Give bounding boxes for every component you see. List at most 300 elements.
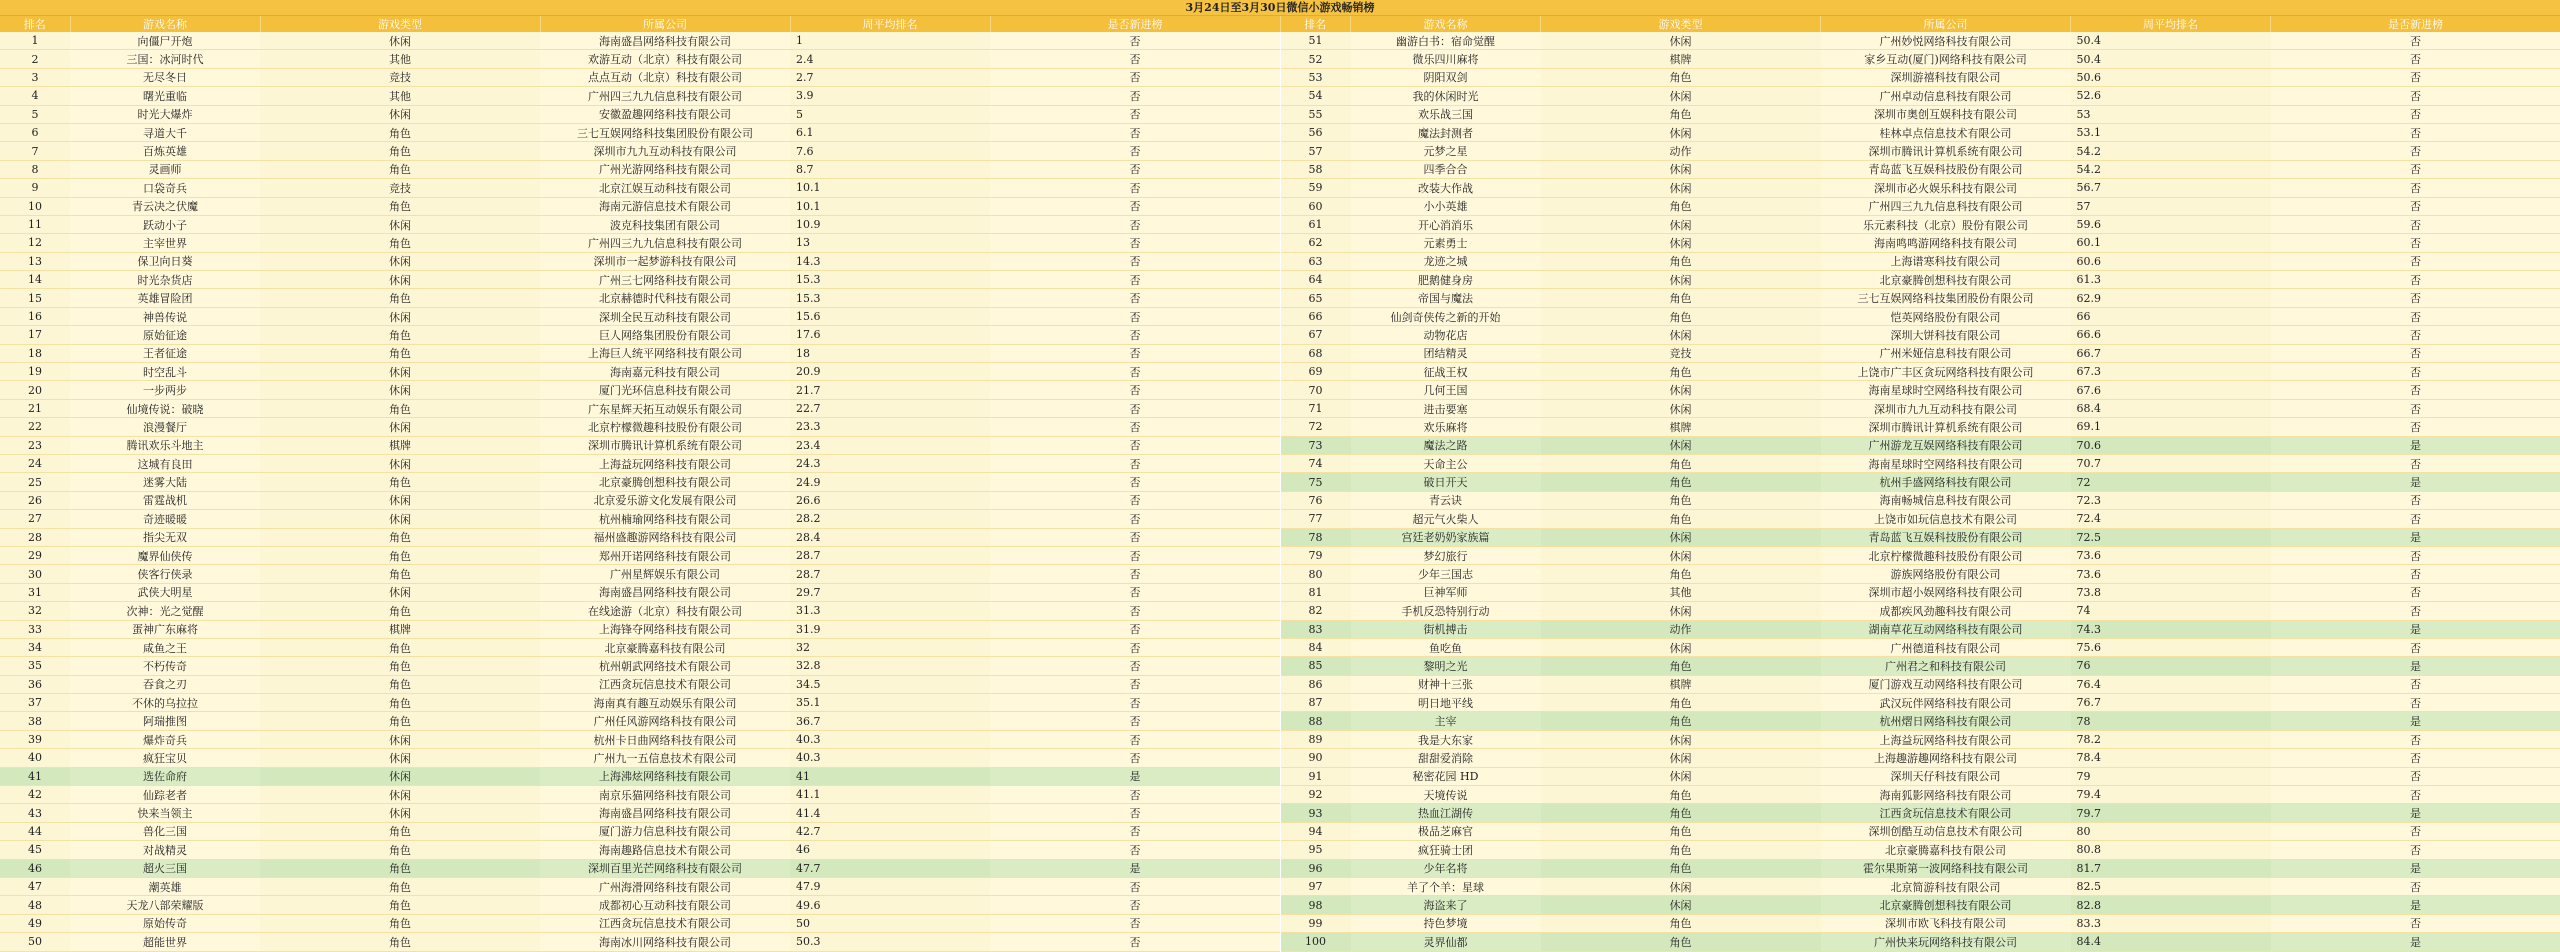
avg-rank-cell: 73.6	[2071, 546, 2271, 564]
game-type-cell: 角色	[1541, 859, 1821, 877]
game-name-cell: 帝国与魔法	[1351, 289, 1541, 307]
avg-rank-cell: 2.4	[790, 50, 990, 68]
new-entry-cell: 否	[990, 510, 1280, 528]
table-row	[0, 418, 1280, 436]
rank-cell: 36	[0, 675, 70, 693]
new-entry-cell: 否	[2271, 877, 2560, 895]
game-name-cell: 魔法之路	[1351, 436, 1541, 454]
game-type-cell: 休闲	[1541, 87, 1821, 105]
table-row	[1281, 87, 2560, 105]
game-name-cell: 热血江湖传	[1351, 804, 1541, 822]
company-cell: 广州快来玩网络科技有限公司	[1821, 933, 2071, 951]
game-type-cell: 角色	[260, 933, 540, 951]
table-row	[1281, 179, 2560, 197]
game-type-cell: 休闲	[1541, 767, 1821, 785]
game-name-cell: 指尖无双	[70, 528, 260, 546]
game-name-cell: 主宰世界	[70, 234, 260, 252]
company-cell: 海南星球时空网络科技有限公司	[1821, 381, 2071, 399]
avg-rank-cell: 7.6	[790, 142, 990, 160]
rank-cell: 31	[0, 583, 70, 601]
company-cell: 波克科技集团有限公司	[540, 215, 790, 233]
game-name-cell: 灵画师	[70, 160, 260, 178]
company-cell: 青岛蓝飞互娱科技股份有限公司	[1821, 528, 2071, 546]
game-name-cell: 天命主公	[1351, 454, 1541, 472]
game-name-cell: 向僵尸开炮	[70, 32, 260, 50]
table-row	[1281, 675, 2560, 693]
avg-rank-cell: 28.4	[790, 528, 990, 546]
game-type-cell: 角色	[1541, 105, 1821, 123]
table-row	[1281, 877, 2560, 895]
new-entry-cell: 否	[990, 546, 1280, 564]
game-type-cell: 竞技	[1541, 344, 1821, 362]
game-type-cell: 角色	[1541, 694, 1821, 712]
avg-rank-cell: 53.1	[2071, 123, 2271, 141]
avg-rank-cell: 72.3	[2071, 491, 2271, 509]
rank-cell: 50	[0, 933, 70, 951]
game-name-cell: 天境传说	[1351, 786, 1541, 804]
table-row	[0, 602, 1280, 620]
table-row	[0, 215, 1280, 233]
company-cell: 深圳大饼科技有限公司	[1821, 326, 2071, 344]
new-entry-cell: 否	[990, 234, 1280, 252]
table-row	[0, 68, 1280, 86]
game-type-cell: 角色	[260, 896, 540, 914]
company-cell: 广州光游网络科技有限公司	[540, 160, 790, 178]
column-header-new-entry: 是否新进榜	[2271, 16, 2560, 32]
game-type-cell: 角色	[260, 326, 540, 344]
new-entry-cell: 否	[990, 602, 1280, 620]
new-entry-cell: 否	[2271, 381, 2560, 399]
table-row	[0, 491, 1280, 509]
new-entry-cell: 否	[2271, 822, 2560, 840]
company-cell: 海南冰川网络科技有限公司	[540, 933, 790, 951]
game-type-cell: 休闲	[1541, 602, 1821, 620]
table-row	[1281, 271, 2560, 289]
new-entry-cell: 否	[2271, 767, 2560, 785]
new-entry-cell: 否	[990, 528, 1280, 546]
game-type-cell: 休闲	[260, 454, 540, 472]
game-type-cell: 角色	[1541, 491, 1821, 509]
rank-cell: 34	[0, 638, 70, 656]
game-type-cell: 休闲	[260, 363, 540, 381]
company-cell: 厦门光环信息科技有限公司	[540, 381, 790, 399]
avg-rank-cell: 15.6	[790, 307, 990, 325]
game-type-cell: 角色	[260, 565, 540, 583]
table-row	[0, 234, 1280, 252]
company-cell: 湖南草花互动网络科技有限公司	[1821, 620, 2071, 638]
game-type-cell: 角色	[260, 123, 540, 141]
avg-rank-cell: 74.3	[2071, 620, 2271, 638]
game-name-cell: 不休的乌拉拉	[70, 694, 260, 712]
game-name-cell: 仙踪老者	[70, 786, 260, 804]
rank-cell: 56	[1281, 123, 1351, 141]
table-row	[1281, 160, 2560, 178]
table-row	[0, 565, 1280, 583]
new-entry-cell: 否	[990, 638, 1280, 656]
avg-rank-cell: 50.6	[2071, 68, 2271, 86]
new-entry-cell: 是	[2271, 657, 2560, 675]
table-row	[0, 32, 1280, 50]
avg-rank-cell: 83.3	[2071, 914, 2271, 932]
game-name-cell: 浪漫餐厅	[70, 418, 260, 436]
new-entry-cell: 否	[990, 399, 1280, 417]
game-name-cell: 微乐四川麻将	[1351, 50, 1541, 68]
new-entry-cell: 否	[990, 252, 1280, 270]
game-name-cell: 团结精灵	[1351, 344, 1541, 362]
new-entry-cell: 否	[2271, 142, 2560, 160]
rank-cell: 49	[0, 914, 70, 932]
company-cell: 深圳市奥创互娱科技有限公司	[1821, 105, 2071, 123]
company-cell: 上海益玩网络科技有限公司	[1821, 730, 2071, 748]
table-row	[1281, 436, 2560, 454]
new-entry-cell: 否	[2271, 87, 2560, 105]
game-name-cell: 原始传奇	[70, 914, 260, 932]
game-type-cell: 角色	[260, 638, 540, 656]
company-cell: 武汉玩伴网络科技有限公司	[1821, 694, 2071, 712]
game-name-cell: 天龙八部荣耀版	[70, 896, 260, 914]
avg-rank-cell: 67.6	[2071, 381, 2271, 399]
company-cell: 恺英网络股份有限公司	[1821, 307, 2071, 325]
game-type-cell: 角色	[260, 694, 540, 712]
new-entry-cell: 否	[2271, 326, 2560, 344]
avg-rank-cell: 79	[2071, 767, 2271, 785]
rank-cell: 60	[1281, 197, 1351, 215]
table-row	[1281, 105, 2560, 123]
avg-rank-cell: 31.3	[790, 602, 990, 620]
company-cell: 海南盛昌网络科技有限公司	[540, 804, 790, 822]
game-type-cell: 休闲	[1541, 381, 1821, 399]
game-type-cell: 休闲	[1541, 749, 1821, 767]
game-type-cell: 休闲	[1541, 896, 1821, 914]
avg-rank-cell: 57	[2071, 197, 2271, 215]
new-entry-cell: 否	[2271, 491, 2560, 509]
table-row	[0, 307, 1280, 325]
new-entry-cell: 否	[2271, 252, 2560, 270]
table-row	[1281, 694, 2560, 712]
game-name-cell: 宫廷老奶奶家族篇	[1351, 528, 1541, 546]
game-name-cell: 雷霆战机	[70, 491, 260, 509]
new-entry-cell: 否	[990, 32, 1280, 50]
game-type-cell: 休闲	[260, 307, 540, 325]
rank-cell: 16	[0, 307, 70, 325]
table-row	[1281, 234, 2560, 252]
company-cell: 深圳天仔科技有限公司	[1821, 767, 2071, 785]
new-entry-cell: 否	[990, 436, 1280, 454]
new-entry-cell: 否	[2271, 32, 2560, 50]
game-name-cell: 黎明之光	[1351, 657, 1541, 675]
rank-cell: 27	[0, 510, 70, 528]
game-name-cell: 吞食之刃	[70, 675, 260, 693]
company-cell: 桂林卓点信息技术有限公司	[1821, 123, 2071, 141]
game-name-cell: 动物花店	[1351, 326, 1541, 344]
rank-cell: 45	[0, 841, 70, 859]
company-cell: 海南嘉元科技有限公司	[540, 363, 790, 381]
table-row	[1281, 418, 2560, 436]
company-cell: 海南畅城信息科技有限公司	[1821, 491, 2071, 509]
table-row	[0, 381, 1280, 399]
game-name-cell: 爆炸奇兵	[70, 730, 260, 748]
rank-cell: 38	[0, 712, 70, 730]
game-name-cell: 口袋奇兵	[70, 179, 260, 197]
avg-rank-cell: 78.2	[2071, 730, 2271, 748]
table-row	[1281, 933, 2560, 951]
company-cell: 北京豪腾创想科技有限公司	[540, 473, 790, 491]
company-cell: 深圳市腾讯计算机系统有限公司	[1821, 142, 2071, 160]
rank-cell: 37	[0, 694, 70, 712]
rank-cell: 86	[1281, 675, 1351, 693]
rank-cell: 87	[1281, 694, 1351, 712]
new-entry-cell: 否	[990, 491, 1280, 509]
avg-rank-cell: 66.6	[2071, 326, 2271, 344]
rank-cell: 22	[0, 418, 70, 436]
avg-rank-cell: 69.1	[2071, 418, 2271, 436]
rank-cell: 7	[0, 142, 70, 160]
new-entry-cell: 是	[990, 767, 1280, 785]
company-cell: 北京赫德时代科技有限公司	[540, 289, 790, 307]
game-name-cell: 龙迹之城	[1351, 252, 1541, 270]
game-name-cell: 欢乐麻将	[1351, 418, 1541, 436]
rank-cell: 100	[1281, 933, 1351, 951]
game-name-cell: 少年名将	[1351, 859, 1541, 877]
rank-cell: 74	[1281, 454, 1351, 472]
rank-cell: 47	[0, 877, 70, 895]
avg-rank-cell: 76	[2071, 657, 2271, 675]
avg-rank-cell: 54.2	[2071, 142, 2271, 160]
table-row	[1281, 896, 2560, 914]
game-name-cell: 小小英雄	[1351, 197, 1541, 215]
company-cell: 三七互娱网络科技集团股份有限公司	[1821, 289, 2071, 307]
company-cell: 广州米娅信息科技有限公司	[1821, 344, 2071, 362]
company-cell: 上饶市广丰区贪玩网络科技有限公司	[1821, 363, 2071, 381]
company-cell: 乐元素科技（北京）股份有限公司	[1821, 215, 2071, 233]
game-type-cell: 休闲	[260, 105, 540, 123]
game-name-cell: 神兽传说	[70, 307, 260, 325]
rank-cell: 70	[1281, 381, 1351, 399]
new-entry-cell: 否	[990, 142, 1280, 160]
table-row	[0, 105, 1280, 123]
new-entry-cell: 否	[2271, 841, 2560, 859]
table-row	[1281, 767, 2560, 785]
new-entry-cell: 否	[990, 583, 1280, 601]
table-row	[0, 510, 1280, 528]
avg-rank-cell: 50	[790, 914, 990, 932]
table-row	[1281, 454, 2560, 472]
rank-cell: 12	[0, 234, 70, 252]
avg-rank-cell: 50.4	[2071, 32, 2271, 50]
table-row	[1281, 142, 2560, 160]
rank-cell: 55	[1281, 105, 1351, 123]
new-entry-cell: 是	[2271, 436, 2560, 454]
column-header-company: 所属公司	[540, 16, 790, 32]
new-entry-cell: 否	[2271, 344, 2560, 362]
game-name-cell: 腾讯欢乐斗地主	[70, 436, 260, 454]
avg-rank-cell: 40.3	[790, 730, 990, 748]
avg-rank-cell: 78.4	[2071, 749, 2271, 767]
table-row	[1281, 252, 2560, 270]
new-entry-cell: 否	[990, 50, 1280, 68]
company-cell: 南京乐猫网络科技有限公司	[540, 786, 790, 804]
table-row	[1281, 528, 2560, 546]
rank-cell: 3	[0, 68, 70, 86]
new-entry-cell: 否	[990, 363, 1280, 381]
game-type-cell: 角色	[1541, 363, 1821, 381]
game-type-cell: 角色	[260, 602, 540, 620]
rank-cell: 72	[1281, 418, 1351, 436]
rank-cell: 80	[1281, 565, 1351, 583]
rank-cell: 54	[1281, 87, 1351, 105]
new-entry-cell: 否	[990, 179, 1280, 197]
new-entry-cell: 否	[2271, 418, 2560, 436]
table-row	[1281, 289, 2560, 307]
column-header-new-entry: 是否新进榜	[990, 16, 1280, 32]
new-entry-cell: 是	[2271, 933, 2560, 951]
game-type-cell: 休闲	[1541, 234, 1821, 252]
avg-rank-cell: 21.7	[790, 381, 990, 399]
table-row	[0, 767, 1280, 785]
rank-cell: 85	[1281, 657, 1351, 675]
game-name-cell: 羊了个羊：星球	[1351, 877, 1541, 895]
new-entry-cell: 否	[990, 381, 1280, 399]
new-entry-cell: 否	[2271, 234, 2560, 252]
table-row	[0, 399, 1280, 417]
game-type-cell: 休闲	[1541, 730, 1821, 748]
game-name-cell: 明日地平线	[1351, 694, 1541, 712]
table-row	[0, 160, 1280, 178]
game-type-cell: 休闲	[260, 804, 540, 822]
new-entry-cell: 否	[2271, 694, 2560, 712]
game-type-cell: 角色	[1541, 473, 1821, 491]
avg-rank-cell: 75.6	[2071, 638, 2271, 656]
game-name-cell: 元素勇士	[1351, 234, 1541, 252]
game-name-cell: 进击要塞	[1351, 399, 1541, 417]
rank-cell: 48	[0, 896, 70, 914]
new-entry-cell: 否	[990, 215, 1280, 233]
avg-rank-cell: 23.3	[790, 418, 990, 436]
game-type-cell: 角色	[260, 877, 540, 895]
game-name-cell: 街机搏击	[1351, 620, 1541, 638]
rank-cell: 64	[1281, 271, 1351, 289]
game-name-cell: 改装大作战	[1351, 179, 1541, 197]
new-entry-cell: 否	[990, 160, 1280, 178]
game-name-cell: 肥鹅健身房	[1351, 271, 1541, 289]
company-cell: 游族网络股份有限公司	[1821, 565, 2071, 583]
new-entry-cell: 否	[2271, 510, 2560, 528]
table-row	[1281, 620, 2560, 638]
table-row	[0, 638, 1280, 656]
new-entry-cell: 否	[2271, 289, 2560, 307]
game-type-cell: 角色	[1541, 786, 1821, 804]
company-cell: 北京豪腾嘉科技有限公司	[540, 638, 790, 656]
company-cell: 广州四三九九信息科技有限公司	[1821, 197, 2071, 215]
game-name-cell: 曙光重临	[70, 87, 260, 105]
game-type-cell: 角色	[260, 822, 540, 840]
rank-cell: 88	[1281, 712, 1351, 730]
new-entry-cell: 是	[2271, 859, 2560, 877]
game-name-cell: 鱼吃鱼	[1351, 638, 1541, 656]
avg-rank-cell: 53	[2071, 105, 2271, 123]
game-type-cell: 角色	[260, 399, 540, 417]
company-cell: 厦门游力信息科技有限公司	[540, 822, 790, 840]
avg-rank-cell: 73.6	[2071, 565, 2271, 583]
game-name-cell: 海盗来了	[1351, 896, 1541, 914]
table-row	[0, 620, 1280, 638]
company-cell: 上海趣游趣网络科技有限公司	[1821, 749, 2071, 767]
table-row	[0, 859, 1280, 877]
game-name-cell: 百炼英雄	[70, 142, 260, 160]
game-type-cell: 休闲	[1541, 179, 1821, 197]
column-header-avg-rank: 周平均排名	[2071, 16, 2271, 32]
company-cell: 北京爱乐游文化发展有限公司	[540, 491, 790, 509]
rank-cell: 59	[1281, 179, 1351, 197]
company-cell: 广州四三九九信息科技有限公司	[540, 87, 790, 105]
new-entry-cell: 否	[990, 933, 1280, 951]
new-entry-cell: 否	[990, 914, 1280, 932]
rank-cell: 28	[0, 528, 70, 546]
avg-rank-cell: 82.5	[2071, 877, 2271, 895]
game-name-cell: 时光大爆炸	[70, 105, 260, 123]
rank-cell: 9	[0, 179, 70, 197]
avg-rank-cell: 24.3	[790, 454, 990, 472]
company-cell: 广州德道科技有限公司	[1821, 638, 2071, 656]
table-row	[0, 344, 1280, 362]
game-name-cell: 一步两步	[70, 381, 260, 399]
new-entry-cell: 否	[990, 454, 1280, 472]
new-entry-cell: 否	[990, 675, 1280, 693]
game-name-cell: 极品芝麻官	[1351, 822, 1541, 840]
company-cell: 厦门游戏互动网络科技有限公司	[1821, 675, 2071, 693]
new-entry-cell: 否	[990, 877, 1280, 895]
rank-cell: 73	[1281, 436, 1351, 454]
company-cell: 北京江娱互动科技有限公司	[540, 179, 790, 197]
rank-cell: 62	[1281, 234, 1351, 252]
game-type-cell: 角色	[260, 841, 540, 859]
avg-rank-cell: 79.4	[2071, 786, 2271, 804]
game-name-cell: 快来当领主	[70, 804, 260, 822]
table-row	[1281, 841, 2560, 859]
table-row	[0, 454, 1280, 472]
table-row	[1281, 399, 2560, 417]
game-type-cell: 角色	[260, 712, 540, 730]
company-cell: 广州游龙互娱网络科技有限公司	[1821, 436, 2071, 454]
rank-cell: 11	[0, 215, 70, 233]
company-cell: 北京柠檬微趣科技股份有限公司	[540, 418, 790, 436]
game-name-cell: 武侠大明星	[70, 583, 260, 601]
new-entry-cell: 否	[2271, 565, 2560, 583]
avg-rank-cell: 13	[790, 234, 990, 252]
avg-rank-cell: 62.9	[2071, 289, 2271, 307]
rank-cell: 66	[1281, 307, 1351, 325]
game-name-cell: 奇迹暖暖	[70, 510, 260, 528]
rank-cell: 89	[1281, 730, 1351, 748]
game-type-cell: 角色	[260, 234, 540, 252]
new-entry-cell: 否	[990, 749, 1280, 767]
company-cell: 海南星球时空网络科技有限公司	[1821, 454, 2071, 472]
avg-rank-cell: 72	[2071, 473, 2271, 491]
new-entry-cell: 否	[2271, 271, 2560, 289]
avg-rank-cell: 47.9	[790, 877, 990, 895]
avg-rank-cell: 15.3	[790, 271, 990, 289]
table-row	[1281, 510, 2560, 528]
company-cell: 深圳百里光芒网络科技有限公司	[540, 859, 790, 877]
avg-rank-cell: 28.2	[790, 510, 990, 528]
rank-cell: 69	[1281, 363, 1351, 381]
rank-cell: 2	[0, 50, 70, 68]
rank-cell: 15	[0, 289, 70, 307]
table-row	[0, 528, 1280, 546]
column-header-avg-rank: 周平均排名	[790, 16, 990, 32]
company-cell: 江西贪玩信息技术有限公司	[540, 914, 790, 932]
rank-cell: 29	[0, 546, 70, 564]
